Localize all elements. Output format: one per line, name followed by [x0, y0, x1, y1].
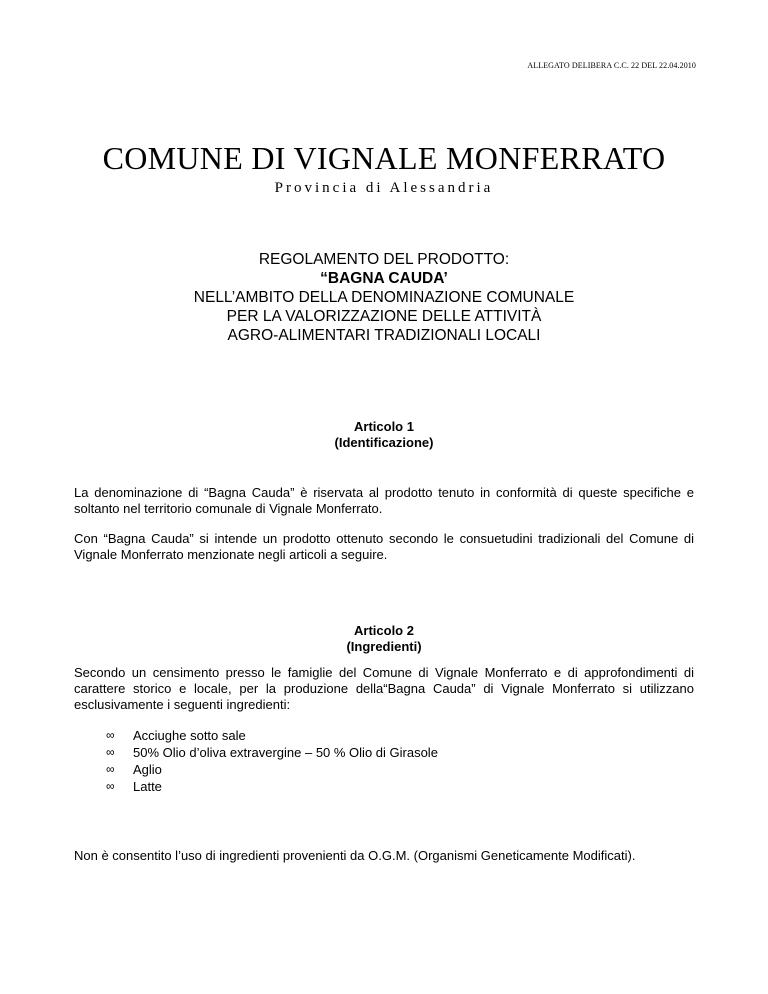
ingredient-label: Acciughe sotto sale: [133, 728, 246, 743]
regolamento-line-1: REGOLAMENTO DEL PRODOTTO:: [258, 251, 510, 268]
list-item: [106, 761, 438, 778]
ingredient-label: 50% Olio d’oliva extravergine – 50 % Olio di Girasole: [133, 745, 438, 760]
infinity-bullet-icon: ∞: [106, 728, 115, 742]
articolo-1-heading: [0, 419, 768, 451]
ingredient-label: Latte: [133, 779, 162, 794]
articolo-1-paragraph-2: Con “Bagna Cauda” si intende un prodotto ottenuto secondo le consuetudini tradizionali del Comune di Vignale Monferrato menzionate negli articoli a seguire.: [74, 531, 694, 562]
regolamento-heading: [0, 250, 768, 345]
allegato-reference: ALLEGATO DELIBERA C.C. 22 DEL 22.04.2010: [527, 61, 696, 70]
regolamento-line-5: AGRO-ALIMENTARI TRADIZIONALI LOCALI: [227, 327, 541, 344]
list-item: [106, 727, 438, 744]
regolamento-line-4: PER LA VALORIZZAZIONE DELLE ATTIVITÀ: [226, 308, 542, 325]
list-item: [106, 778, 438, 795]
ingredient-label: Aglio: [133, 762, 162, 777]
infinity-bullet-icon: ∞: [106, 762, 115, 776]
articolo-2-heading: [0, 623, 768, 655]
list-item: [106, 744, 438, 761]
infinity-bullet-icon: ∞: [106, 779, 115, 793]
provincia-subtitle: Provincia di Alessandria: [274, 180, 494, 196]
infinity-bullet-icon: ∞: [106, 745, 115, 759]
articolo-1-title: Articolo 1: [354, 419, 414, 434]
articolo-2-paragraph-1: Secondo un censimento presso le famiglie del Comune di Vignale Monferrato e di approfondimenti di carattere storico e locale, per la produzione della“Bagna Cauda” di Vignale Monferrato si utilizzano esclusivamente i seguenti ingredienti:: [74, 665, 694, 712]
ingredients-list: [106, 727, 438, 795]
articolo-2-subtitle: (Ingredienti): [346, 639, 422, 654]
articolo-2-paragraph-2: Non è consentito l’uso di ingredienti provenienti da O.G.M. (Organismi Geneticamente Modificati).: [74, 848, 636, 863]
articolo-1-subtitle: (Identificazione): [334, 435, 434, 450]
regolamento-line-3: NELL’AMBITO DELLA DENOMINAZIONE COMUNALE: [193, 289, 575, 306]
comune-title: COMUNE DI VIGNALE MONFERRATO: [102, 140, 666, 176]
articolo-1-paragraph-1: La denominazione di “Bagna Cauda” è riservata al prodotto tenuto in conformità di queste specifiche e soltanto nel territorio comunale di Vignale Monferrato.: [74, 485, 694, 516]
articolo-2-title: Articolo 2: [354, 623, 414, 638]
regolamento-product-name: “BAGNA CAUDA’: [320, 270, 448, 287]
